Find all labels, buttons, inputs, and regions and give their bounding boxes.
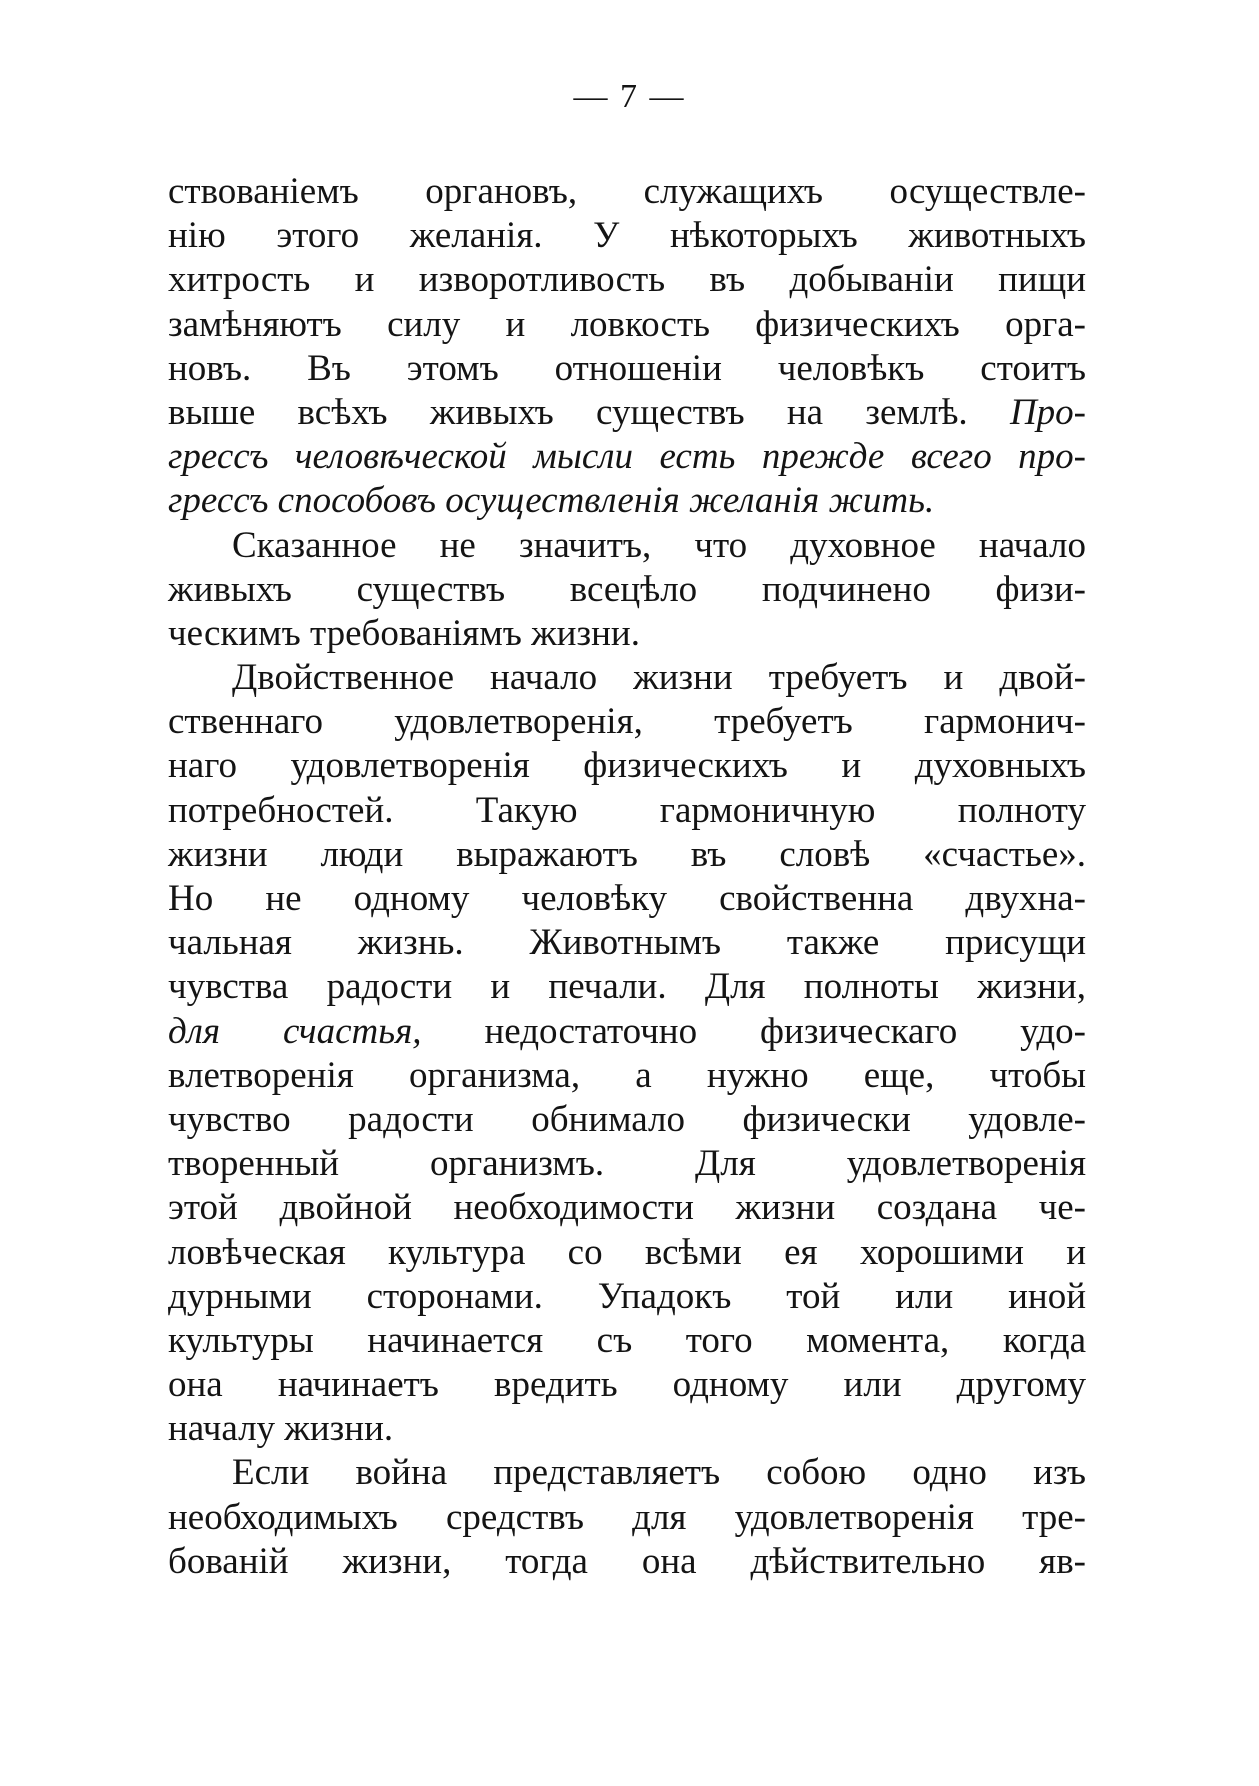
text-line: хитрость и изворотливость въ добываніи пищи: [168, 259, 1086, 301]
italic-text-segment: Про-: [1009, 391, 1086, 433]
text-line: [168, 391, 1086, 435]
text-line: новъ. Въ этомъ отношеніи человѣкъ стоитъ: [168, 347, 1086, 389]
text-line: ственнаго удовлетворенія, требуетъ гармонич-: [168, 701, 1086, 743]
text-line: творенный организмъ. Для удовлетворенія: [168, 1143, 1086, 1185]
text-line: этой двойной необходимости жизни создана че-: [168, 1187, 1086, 1229]
text-line: влетворенія организма, а нужно еще, чтобы: [168, 1054, 1086, 1096]
text-line: замѣняютъ силу и ловкость физическихъ орга-: [168, 303, 1086, 345]
text-line: необходимыхъ средствъ для удовлетворенія тре-: [168, 1496, 1086, 1538]
text-line: Но не одному человѣку свойственна двухна-: [168, 878, 1086, 919]
text-line: потребностей. Такую гармоничную полноту: [168, 789, 1086, 831]
italic-text-segment: для счастья,: [168, 1010, 422, 1052]
text-line: ствованіемъ органовъ, служащихъ осуществле-: [168, 171, 1086, 212]
page-number: — 7 —: [573, 78, 686, 115]
text-line: ческимъ требованіямъ жизни.: [168, 612, 640, 654]
text-segment: выше всѣхъ живыхъ существъ на землѣ.: [168, 391, 968, 433]
text-line: чувство радости обнимало физически удовле-: [168, 1098, 1086, 1140]
text-line: нію этого желанія. У нѣкоторыхъ животныхъ: [168, 215, 1086, 257]
text-line: живыхъ существъ всецѣло подчинено физи-: [168, 568, 1086, 610]
text-line: чальная жизнь. Животнымъ также присущи: [168, 922, 1086, 964]
text-line: [168, 1010, 1086, 1054]
paragraph-first-line: Если война представляетъ собою одно изъ: [232, 1452, 1086, 1494]
text-line: дурными сторонами. Упадокъ той или иной: [168, 1275, 1086, 1317]
paragraph-first-line: Двойственное начало жизни требуетъ и двой-: [232, 657, 1086, 699]
text-line: чувства радости и печали. Для полноты жизни,: [168, 966, 1086, 1008]
text-segment: недостаточно физическаго удо-: [484, 1010, 1086, 1052]
italic-text-line: грессъ способовъ осуществленія желанія жить.: [168, 480, 935, 522]
paragraph-first-line: Сказанное не значитъ, что духовное начало: [232, 524, 1086, 566]
text-line: началу жизни.: [168, 1408, 394, 1450]
text-line: жизни люди выражаютъ въ словѣ «счастье».: [168, 833, 1086, 875]
text-line: культуры начинается съ того момента, когда: [168, 1319, 1086, 1361]
text-line: она начинаетъ вредить одному или другому: [168, 1364, 1086, 1406]
text-line: бованій жизни, тогда она дѣйствительно яв-: [168, 1540, 1086, 1582]
page-body-text: [168, 170, 1086, 1584]
text-line: ловѣческая культура со всѣми ея хорошими и: [168, 1231, 1086, 1273]
text-line: наго удовлетворенія физическихъ и духовныхъ: [168, 745, 1086, 787]
italic-text-line: грессъ человѣческой мысли есть прежде всего про-: [168, 436, 1086, 478]
